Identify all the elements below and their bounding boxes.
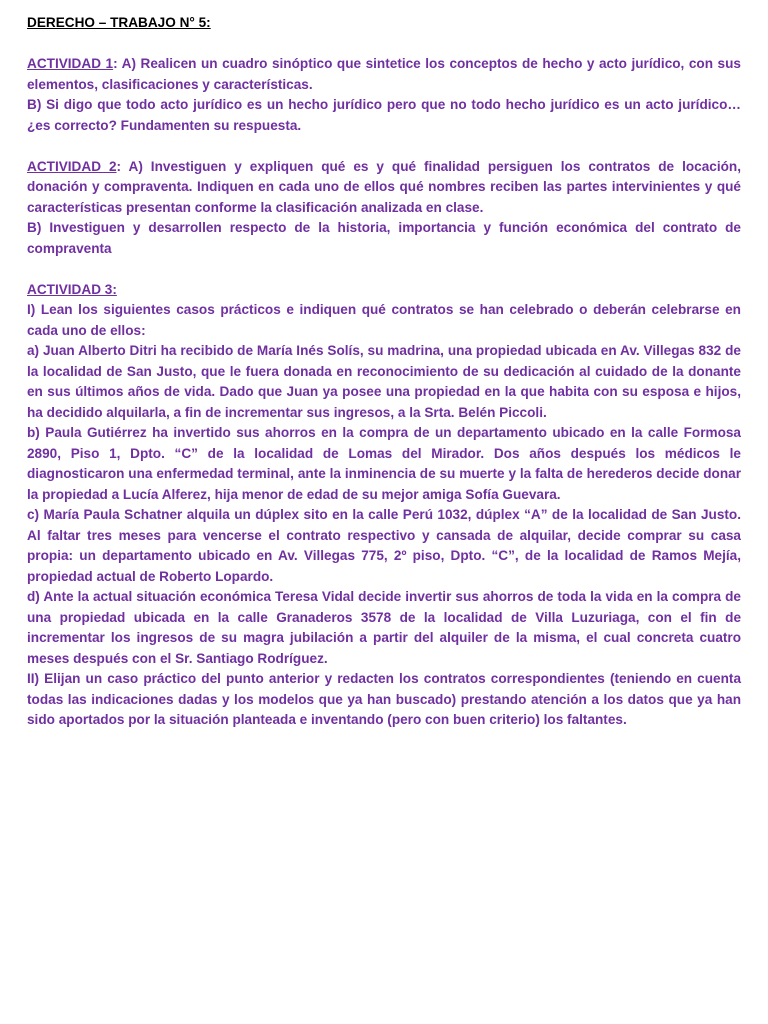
activity-1-section xyxy=(27,54,741,136)
activity-3-intro: I) Lean los siguientes casos prácticos e indiquen qué contratos se han celebrado o deberán celebrarse en cada uno de ellos: xyxy=(27,302,741,338)
activity-3-section xyxy=(27,280,741,731)
document-title: DERECHO – TRABAJO N° 5: xyxy=(27,15,211,30)
activity-2-part-a xyxy=(27,157,741,219)
activity-3-label: ACTIVIDAD 3: xyxy=(27,281,117,297)
activity-2-part-b: B) Investiguen y desarrollen respecto de la historia, importancia y función económica del contrato de compraventa xyxy=(27,220,741,256)
activity-2-section xyxy=(27,157,741,260)
activity-1-part-a xyxy=(27,54,741,95)
activity-3-case-b: b) Paula Gutiérrez ha invertido sus ahorros en la compra de un departamento ubicado en la calle Formosa 2890, Piso 1, Dpto. “C” de la localidad de Lomas del Mirador. Dos años después los médicos le diagnosticaron una enfermedad terminal, ante la inminencia de su muerte y la falta de herederos decide donar la propiedad a Lucía Alferez, hija menor de edad de su mejor amiga Sofía Guevara. xyxy=(27,425,741,502)
activity-1-label: ACTIVIDAD 1 xyxy=(27,56,114,71)
activity-3-part-2: II) Elijan un caso práctico del punto anterior y redacten los contratos correspondientes (teniendo en cuenta todas las indicaciones dadas y los modelos que ya han buscado) prestando atención a los datos que ya han sido aportados por la situación planteada e inventando (pero con buen criterio) los faltantes. xyxy=(27,671,741,727)
activity-3-header xyxy=(27,280,741,301)
activity-1-part-a-text: : A) Realicen un cuadro sinóptico que sintetice los conceptos de hecho y acto jurídico, con sus elementos, clasificaciones y características. xyxy=(27,56,741,92)
activity-3-case-a: a) Juan Alberto Ditri ha recibido de María Inés Solís, su madrina, una propiedad ubicada en Av. Villegas 832 de la localidad de San Justo, que le fuera donada en reconocimiento de su dedicación al cuidado de la donante en sus últimos años de vida. Dado que Juan ya posee una propiedad en la que habita con su esposa e hijos, ha decidido alquilarla, a fin de incrementar sus ingresos, a la Srta. Belén Piccoli. xyxy=(27,343,741,420)
activity-3-case-c: c) María Paula Schatner alquila un dúplex sito en la calle Perú 1032, dúplex “A” de la localidad de San Justo. Al faltar tres meses para vencerse el contrato respectivo y cansada de alquilar, decide comprar su casa propia: un departamento ubicado en Av. Villegas 775, 2º piso, Dpto. “C”, de la localidad de Ramos Mejía, propiedad actual de Roberto Lopardo. xyxy=(27,507,741,584)
activity-1-part-b: B) Si digo que todo acto jurídico es un hecho jurídico pero que no todo hecho jurídico es un acto jurídico… ¿es correcto? Fundamenten su respuesta. xyxy=(27,97,741,133)
document-page xyxy=(27,13,741,751)
activity-2-part-a-text: : A) Investiguen y expliquen qué es y qué finalidad persiguen los contratos de locación, donación y compraventa. Indiquen en cada uno de ellos qué nombres reciben las partes intervinientes y qué características presentan conforme la clasificación analizada en clase. xyxy=(27,158,741,215)
activity-2-label: ACTIVIDAD 2 xyxy=(27,158,117,174)
activity-3-case-d: d) Ante la actual situación económica Teresa Vidal decide invertir sus ahorros de toda la vida en la compra de una propiedad ubicada en la calle Granaderos 3578 de la localidad de Villa Luzuriaga, con el fin de incrementar los ingresos de su magra jubilación a partir del alquiler de la misma, el cual concreta cuatro meses después con el Sr. Santiago Rodríguez. xyxy=(27,589,741,666)
